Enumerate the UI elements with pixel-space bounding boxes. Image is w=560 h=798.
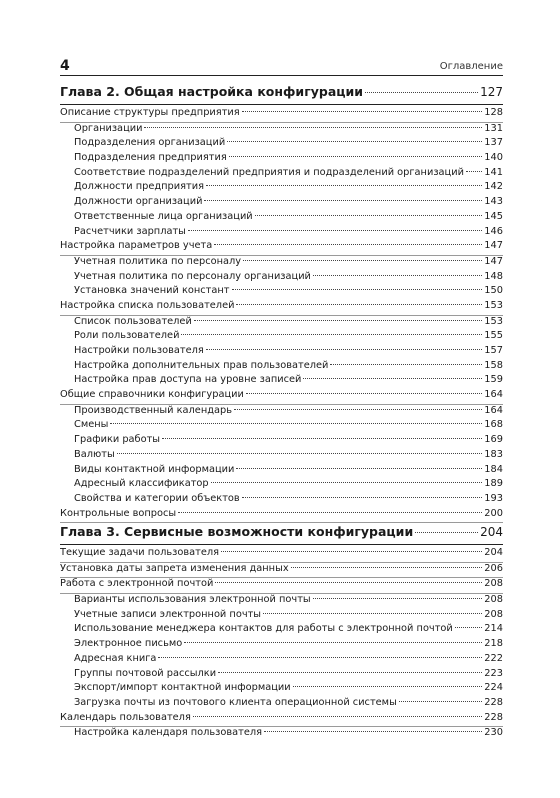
toc-subsection-title: Подразделения предприятия	[74, 152, 227, 164]
toc-section-title: Общие справочники конфигурации	[60, 389, 244, 401]
toc-subsection-title: Группы почтовой рассылки	[74, 667, 217, 679]
toc-subsection[interactable]	[60, 374, 503, 389]
toc-subsection-page: 153	[484, 315, 503, 327]
dot-leader	[144, 127, 482, 128]
toc-section-page: 200	[484, 507, 503, 519]
toc-subsection[interactable]	[60, 285, 503, 300]
toc-subsection-page: 140	[484, 152, 503, 164]
dot-leader	[194, 320, 482, 321]
running-title: Оглавление	[439, 61, 503, 72]
dot-leader	[206, 349, 483, 350]
dot-leader	[221, 551, 482, 552]
toc-subsection[interactable]	[60, 167, 503, 182]
toc-section-page: 147	[484, 240, 503, 252]
toc-subsection-page: 164	[484, 404, 503, 416]
dot-leader	[313, 598, 483, 599]
toc-subsection-title: Производственный календарь	[74, 404, 233, 416]
toc-subsection-title: Использование менеджера контактов для работы с электронной почтой	[74, 623, 453, 635]
toc-subsection[interactable]	[60, 434, 503, 449]
dot-leader	[110, 423, 482, 424]
toc-subsection[interactable]	[60, 196, 503, 211]
page-header	[60, 58, 503, 76]
toc-section-title: Календарь пользователя	[60, 711, 191, 723]
dot-leader	[246, 393, 482, 394]
toc-subsection[interactable]	[60, 345, 503, 360]
toc-subsection-page: 145	[484, 210, 503, 222]
toc-subsection-title: Варианты использования электронной почты	[74, 594, 311, 606]
dot-leader	[236, 468, 482, 469]
toc-section[interactable]	[60, 563, 503, 579]
toc-subsection[interactable]	[60, 609, 503, 624]
toc-subsection-title: Расчетчики зарплаты	[74, 225, 186, 237]
dot-leader	[330, 364, 482, 365]
toc-subsection-page: 155	[484, 330, 503, 342]
toc-subsection-title: Виды контактной информации	[74, 463, 235, 475]
toc-section-page: 206	[484, 562, 503, 574]
toc-subsection[interactable]	[60, 419, 503, 434]
toc-chapter-heading-title: Глава 2. Общая настройка конфигурации	[60, 84, 364, 99]
dot-leader	[206, 185, 482, 186]
toc-subsection[interactable]	[60, 697, 503, 712]
toc-subsection[interactable]	[60, 478, 503, 493]
dot-leader	[181, 334, 482, 335]
page-number: 4	[60, 58, 70, 74]
toc-subsection[interactable]	[60, 123, 503, 138]
toc-subsection[interactable]	[60, 638, 503, 653]
toc-section-page: 164	[484, 389, 503, 401]
dot-leader	[264, 731, 482, 732]
toc-subsection-title: Настройки пользователя	[74, 345, 204, 356]
toc-section-page: 128	[484, 107, 503, 118]
toc-section-title: Настройка параметров учета	[60, 240, 213, 252]
toc-subsection-title: Ответственные лица организаций	[74, 210, 253, 222]
dot-leader	[229, 156, 483, 157]
toc-subsection-title: Роли пользователей	[74, 330, 180, 342]
toc-subsection[interactable]	[60, 623, 503, 638]
toc-chapter-heading-page: 204	[480, 525, 503, 539]
toc-section-page: 153	[484, 299, 503, 311]
toc-subsection-page: 147	[484, 255, 503, 267]
dot-leader	[211, 482, 483, 483]
dot-leader	[227, 141, 482, 142]
dot-leader	[158, 657, 482, 658]
dot-leader	[255, 215, 483, 216]
toc-subsection-page: 184	[484, 463, 503, 475]
dot-leader	[455, 627, 483, 628]
toc-subsection[interactable]	[60, 405, 503, 420]
toc-section-page: 228	[484, 711, 503, 723]
dot-leader	[193, 716, 482, 717]
toc-subsection-title: Настройка дополнительных прав пользователей	[74, 359, 329, 371]
toc-subsection-title: Настройка прав доступа на уровне записей	[74, 374, 302, 386]
toc-subsection-title: Графики работы	[74, 434, 161, 446]
dot-leader	[242, 111, 483, 112]
dot-leader	[162, 438, 482, 439]
toc-chapter-heading[interactable]	[60, 524, 503, 545]
toc-subsection-page: 222	[484, 652, 503, 664]
toc-subsection-title: Установка значений констант	[74, 285, 230, 297]
toc-section-title: Работа с электронной почтой	[60, 578, 214, 590]
dot-leader	[303, 378, 482, 379]
dot-leader	[215, 582, 482, 583]
toc-subsection-page: 169	[484, 434, 503, 446]
toc-subsection-title: Экспорт/импорт контактной информации	[74, 682, 291, 694]
toc-subsection-page: 230	[484, 727, 503, 739]
toc-subsection-title: Должности организаций	[74, 196, 203, 208]
dot-leader	[232, 289, 483, 290]
toc-chapter-heading[interactable]	[60, 84, 503, 105]
toc-subsection-page: 150	[484, 285, 503, 297]
toc-section-title: Настройка списка пользователей	[60, 299, 235, 311]
toc-subsection-title: Учетные записи электронной почты	[74, 608, 262, 620]
toc-subsection-page: 183	[484, 448, 503, 460]
toc-subsection[interactable]	[60, 653, 503, 668]
toc-subsection-page: 168	[484, 419, 503, 431]
dot-leader	[243, 260, 482, 261]
toc-section[interactable]	[60, 389, 503, 405]
dot-leader	[234, 409, 482, 410]
toc-subsection-title: Валюты	[74, 448, 115, 460]
toc-subsection-title: Адресная книга	[74, 652, 157, 664]
toc-subsection[interactable]	[60, 316, 503, 331]
toc-subsection-page: 148	[484, 270, 503, 282]
toc-subsection-page: 137	[484, 137, 503, 149]
toc-subsection[interactable]	[60, 211, 503, 226]
dot-leader	[263, 613, 482, 614]
toc-subsection[interactable]	[60, 181, 503, 196]
toc-subsection[interactable]	[60, 594, 503, 609]
toc-subsection[interactable]	[60, 256, 503, 271]
toc-subsection[interactable]	[60, 493, 503, 508]
toc-subsection-title: Смены	[74, 419, 109, 431]
dot-leader	[218, 672, 482, 673]
dot-leader	[293, 686, 483, 687]
dot-leader	[236, 304, 482, 305]
toc-section[interactable]	[60, 508, 503, 524]
dot-leader	[184, 642, 482, 643]
toc-subsection-title: Должности предприятия	[74, 181, 204, 193]
toc-subsection-page: 214	[484, 623, 503, 635]
dot-leader	[399, 701, 482, 702]
toc-subsection-page: 158	[484, 359, 503, 371]
toc-subsection-page: 224	[484, 682, 503, 694]
toc-subsection[interactable]	[60, 226, 503, 241]
toc-subsection-page: 131	[484, 122, 503, 134]
toc-section-page: 208	[484, 578, 503, 590]
dot-leader	[178, 512, 482, 513]
toc-subsection-title: Загрузка почты из почтового клиента операционной системы	[74, 696, 397, 708]
toc-subsection-title: Учетная политика по персоналу	[74, 255, 242, 267]
toc-subsection-page: 159	[484, 374, 503, 386]
toc-subsection-page: 146	[484, 225, 503, 237]
toc-subsection[interactable]	[60, 727, 503, 742]
toc-subsection-title: Настройка календаря пользователя	[74, 727, 263, 739]
toc-subsection-page: 208	[484, 594, 503, 606]
toc-subsection[interactable]	[60, 464, 503, 479]
dot-leader	[291, 567, 483, 568]
toc-subsection-page: 223	[484, 667, 503, 679]
toc-subsection[interactable]	[60, 330, 503, 345]
toc-subsection[interactable]	[60, 271, 503, 286]
toc-subsection-title: Организации	[74, 122, 143, 134]
toc-subsection-title: Учетная политика по персоналу организаций	[74, 270, 311, 282]
toc-section[interactable]	[60, 547, 503, 563]
toc-section[interactable]	[60, 240, 503, 256]
toc-chapter-2	[60, 84, 503, 523]
toc-section-title: Установка даты запрета изменения данных	[60, 562, 289, 574]
dot-leader	[214, 244, 482, 245]
toc-subsection-page: 143	[484, 196, 503, 208]
toc-subsection-page: 142	[484, 181, 503, 193]
toc-subsection-title: Свойства и категории объектов	[74, 492, 240, 504]
toc-subsection-page: 193	[484, 492, 503, 504]
dot-leader	[188, 230, 482, 231]
toc-section[interactable]	[60, 107, 503, 123]
toc-section-title: Описание структуры предприятия	[60, 107, 240, 118]
toc-subsection-title: Подразделения организаций	[74, 137, 226, 149]
toc-chapter-3	[60, 524, 503, 742]
dot-leader	[117, 453, 483, 454]
toc-section-title: Текущие задачи пользователя	[60, 547, 220, 558]
toc-subsection[interactable]	[60, 137, 503, 152]
toc-section-page: 204	[484, 547, 503, 558]
dot-leader	[415, 532, 478, 533]
dot-leader	[313, 275, 482, 276]
dot-leader	[466, 171, 482, 172]
toc-subsection-page: 141	[484, 166, 503, 178]
toc-chapter-heading-page: 127	[480, 85, 503, 99]
toc-section[interactable]	[60, 712, 503, 728]
dot-leader	[365, 92, 478, 93]
toc-subsection[interactable]	[60, 682, 503, 697]
dot-leader	[242, 497, 483, 498]
toc-subsection-page: 218	[484, 638, 503, 650]
toc-subsection[interactable]	[60, 668, 503, 683]
toc-subsection-page: 228	[484, 696, 503, 708]
header-rule	[60, 75, 503, 76]
toc-section[interactable]	[60, 578, 503, 594]
toc-subsection-title: Электронное письмо	[74, 638, 183, 650]
toc-subsection-title: Список пользователей	[74, 315, 192, 327]
toc-section[interactable]	[60, 300, 503, 316]
toc-subsection[interactable]	[60, 360, 503, 375]
toc-subsection-page: 189	[484, 478, 503, 490]
toc-subsection-page: 208	[484, 608, 503, 620]
dot-leader	[204, 200, 482, 201]
toc-subsection-page: 157	[484, 345, 503, 356]
toc-section-title: Контрольные вопросы	[60, 507, 177, 519]
toc-subsection-title: Соответствие подразделений предприятия и подразделений организаций	[74, 166, 464, 178]
toc-subsection-title: Адресный классификатор	[74, 478, 209, 490]
toc-subsection[interactable]	[60, 152, 503, 167]
toc-chapter-heading-title: Глава 3. Сервисные возможности конфигурации	[60, 524, 414, 539]
toc-subsection[interactable]	[60, 449, 503, 464]
